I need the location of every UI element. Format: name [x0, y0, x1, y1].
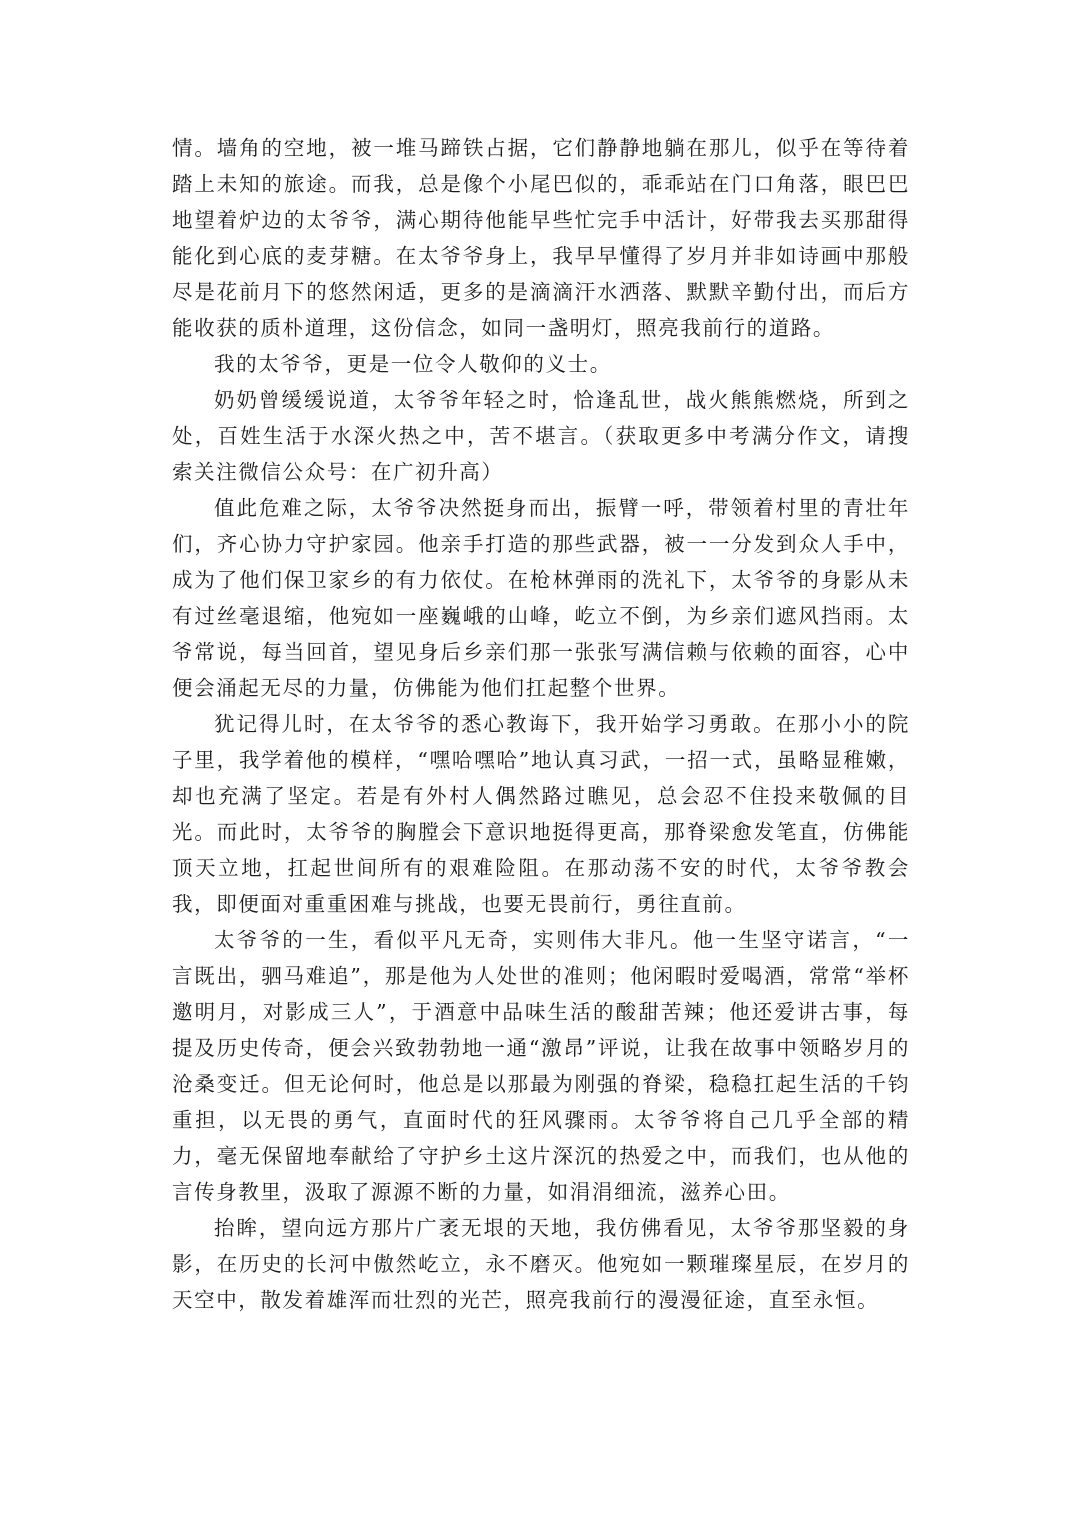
paragraph: 我的太爷爷，更是一位令人敬仰的义士。: [214, 352, 612, 376]
paragraph: 抬眸，望向远方那片广袤无垠的天地，我仿佛看见，太爷爷那坚毅的身影，在历史的长河中傲然屹立，永不磨灭。他宛如一颗璀璨星辰，在岁月的天空中，散发着雄浑而壮烈的光芒，照亮我前行的漫漫征途，直至永恒。: [172, 1216, 910, 1312]
paragraph: 值此危难之际，太爷爷决然挺身而出，振臂一呼，带领着村里的青壮年们，齐心协力守护家园。他亲手打造的那些武器，被一一分发到众人手中，成为了他们保卫家乡的有力依仗。在枪林弹雨的洗礼下，太爷爷的身影从未有过丝毫退缩，他宛如一座巍峨的山峰，屹立不倒，为乡亲们遮风挡雨。太爷常说，每当回首，望见身后乡亲们那一张张写满信赖与依赖的面容，心中便会涌起无尽的力量，仿佛能为他们扛起整个世界。: [172, 496, 910, 700]
paragraph: 奶奶曾缓缓说道，太爷爷年轻之时，恰逢乱世，战火熊熊燃烧，所到之处，百姓生活于水深火热之中，苦不堪言。（获取更多中考满分作文，请搜索关注微信公众号：在广初升高）: [172, 388, 910, 484]
paragraph: 太爷爷的一生，看似平凡无奇，实则伟大非凡。他一生坚守诺言，“一言既出，驷马难追”，那是他为人处世的准则；他闲暇时爱喝酒，常常“举杯邀明月，对影成三人”，于酒意中品味生活的酸甜苦辣；他还爱讲古事，每提及历史传奇，便会兴致勃勃地一通“激昂”评说，让我在故事中领略岁月的沧桑变迁。但无论何时，他总是以那最为刚强的脊梁，稳稳扛起生活的千钧重担，以无畏的勇气，直面时代的狂风骤雨。太爷爷将自己几乎全部的精力，毫无保留地奉献给了守护乡土这片深沉的热爱之中，而我们，也从他的言传身教里，汲取了源源不断的力量，如涓涓细流，滋养心田。: [172, 928, 910, 1204]
paragraph-continuation: 情。墙角的空地，被一堆马蹄铁占据，它们静静地躺在那儿，似乎在等待着踏上未知的旅途。而我，总是像个小尾巴似的，乖乖站在门口角落，眼巴巴地望着炉边的太爷爷，满心期待他能早些忙完手中活计，好带我去买那甜得能化到心底的麦芽糖。在太爷爷身上，我早早懂得了岁月并非如诗画中那般尽是花前月下的悠然闲适，更多的是滴滴汗水洒落、默默辛勤付出，而后方能收获的质朴道理，这份信念，如同一盏明灯，照亮我前行的道路。: [172, 136, 910, 340]
essay-body: [172, 130, 910, 1318]
paragraph: 犹记得儿时，在太爷爷的悉心教诲下，我开始学习勇敢。在那小小的院子里，我学着他的模样，“嘿哈嘿哈”地认真习武，一招一式，虽略显稚嫩，却也充满了坚定。若是有外村人偶然路过瞧见，总会忍不住投来敬佩的目光。而此时，太爷爷的胸膛会下意识地挺得更高，那脊梁愈发笔直，仿佛能顶天立地，扛起世间所有的艰难险阻。在那动荡不安的时代，太爷爷教会我，即便面对重重困难与挑战，也要无畏前行，勇往直前。: [172, 712, 910, 916]
